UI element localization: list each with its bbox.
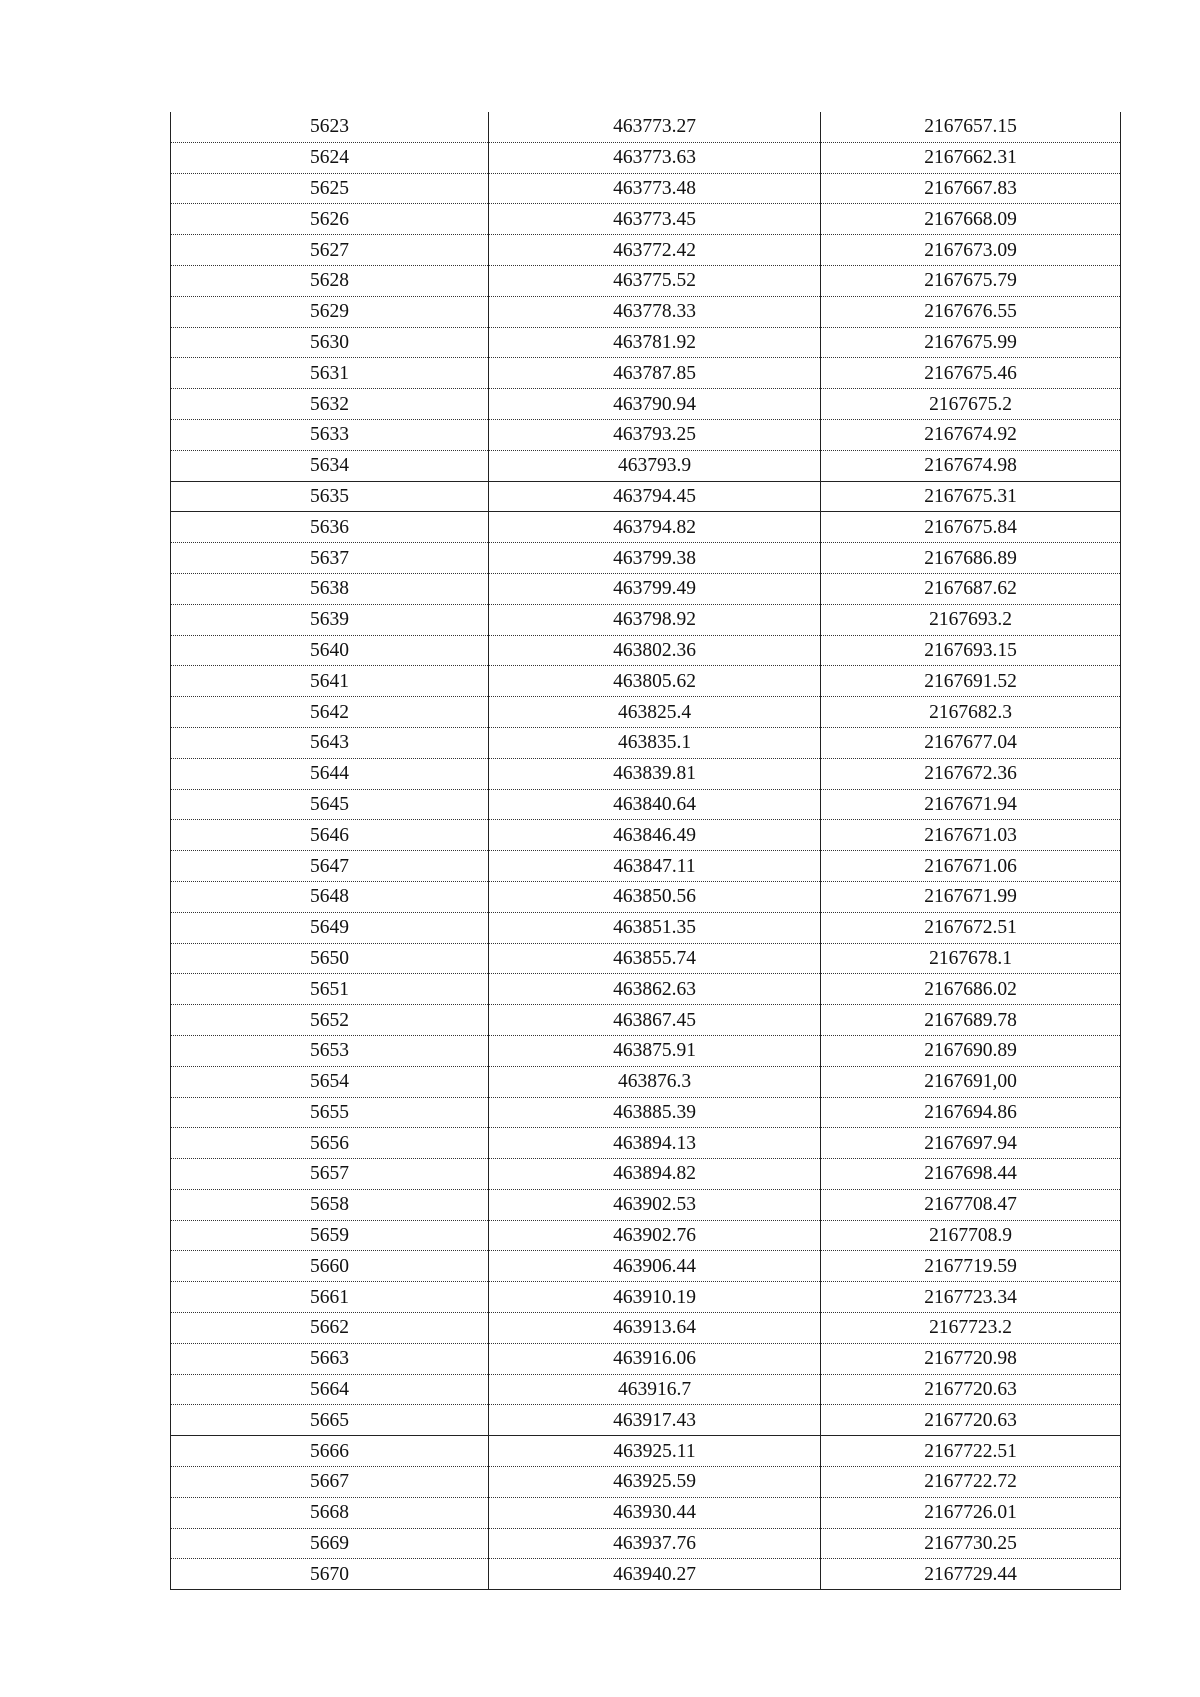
point-number-cell: 5627 [171, 235, 489, 266]
y-coordinate-cell: 2167689.78 [821, 1005, 1121, 1036]
point-number-cell: 5652 [171, 1005, 489, 1036]
table-row [171, 1497, 1121, 1528]
x-coordinate-cell: 463790.94 [489, 389, 821, 420]
table-row [171, 1374, 1121, 1405]
y-coordinate-cell: 2167677.04 [821, 727, 1121, 758]
y-coordinate-cell: 2167698.44 [821, 1159, 1121, 1190]
point-number-cell: 5628 [171, 265, 489, 296]
x-coordinate-cell: 463925.11 [489, 1436, 821, 1467]
x-coordinate-cell: 463781.92 [489, 327, 821, 358]
table-row [171, 112, 1121, 142]
x-coordinate-cell: 463778.33 [489, 296, 821, 327]
y-coordinate-cell: 2167674.92 [821, 419, 1121, 450]
table-row [171, 481, 1121, 512]
y-coordinate-cell: 2167686.02 [821, 974, 1121, 1005]
y-coordinate-cell: 2167720.63 [821, 1374, 1121, 1405]
x-coordinate-cell: 463862.63 [489, 974, 821, 1005]
table-row [171, 543, 1121, 574]
y-coordinate-cell: 2167678.1 [821, 943, 1121, 974]
table-row [171, 1559, 1121, 1590]
table-row [171, 758, 1121, 789]
point-number-cell: 5648 [171, 881, 489, 912]
table-row [171, 1189, 1121, 1220]
y-coordinate-cell: 2167720.98 [821, 1343, 1121, 1374]
point-number-cell: 5670 [171, 1559, 489, 1590]
point-number-cell: 5669 [171, 1528, 489, 1559]
table-row [171, 851, 1121, 882]
table-row [171, 1467, 1121, 1498]
x-coordinate-cell: 463910.19 [489, 1282, 821, 1313]
x-coordinate-cell: 463906.44 [489, 1251, 821, 1282]
point-number-cell: 5667 [171, 1467, 489, 1498]
table-row [171, 789, 1121, 820]
table-row [171, 419, 1121, 450]
x-coordinate-cell: 463867.45 [489, 1005, 821, 1036]
table-row [171, 1282, 1121, 1313]
y-coordinate-cell: 2167722.72 [821, 1467, 1121, 1498]
point-number-cell: 5658 [171, 1189, 489, 1220]
table-row [171, 1005, 1121, 1036]
x-coordinate-cell: 463799.49 [489, 573, 821, 604]
point-number-cell: 5662 [171, 1313, 489, 1344]
table-row [171, 1220, 1121, 1251]
y-coordinate-cell: 2167682.3 [821, 697, 1121, 728]
x-coordinate-cell: 463835.1 [489, 727, 821, 758]
table-row [171, 1251, 1121, 1282]
x-coordinate-cell: 463851.35 [489, 912, 821, 943]
x-coordinate-cell: 463940.27 [489, 1559, 821, 1590]
point-number-cell: 5661 [171, 1282, 489, 1313]
y-coordinate-cell: 2167697.94 [821, 1128, 1121, 1159]
point-number-cell: 5660 [171, 1251, 489, 1282]
point-number-cell: 5635 [171, 481, 489, 512]
y-coordinate-cell: 2167690.89 [821, 1035, 1121, 1066]
point-number-cell: 5649 [171, 912, 489, 943]
table-row [171, 666, 1121, 697]
y-coordinate-cell: 2167673.09 [821, 235, 1121, 266]
x-coordinate-cell: 463846.49 [489, 820, 821, 851]
point-number-cell: 5633 [171, 419, 489, 450]
y-coordinate-cell: 2167723.34 [821, 1282, 1121, 1313]
y-coordinate-cell: 2167662.31 [821, 142, 1121, 173]
point-number-cell: 5656 [171, 1128, 489, 1159]
x-coordinate-cell: 463793.9 [489, 450, 821, 481]
point-number-cell: 5659 [171, 1220, 489, 1251]
x-coordinate-cell: 463916.06 [489, 1343, 821, 1374]
y-coordinate-cell: 2167719.59 [821, 1251, 1121, 1282]
point-number-cell: 5641 [171, 666, 489, 697]
point-number-cell: 5668 [171, 1497, 489, 1528]
y-coordinate-cell: 2167693.2 [821, 604, 1121, 635]
table-row [171, 358, 1121, 389]
x-coordinate-cell: 463840.64 [489, 789, 821, 820]
point-number-cell: 5650 [171, 943, 489, 974]
y-coordinate-cell: 2167676.55 [821, 296, 1121, 327]
x-coordinate-cell: 463805.62 [489, 666, 821, 697]
table-row [171, 697, 1121, 728]
table-row [171, 1066, 1121, 1097]
y-coordinate-cell: 2167672.51 [821, 912, 1121, 943]
point-number-cell: 5642 [171, 697, 489, 728]
point-number-cell: 5629 [171, 296, 489, 327]
x-coordinate-cell: 463894.82 [489, 1159, 821, 1190]
x-coordinate-cell: 463855.74 [489, 943, 821, 974]
table-row [171, 1405, 1121, 1436]
table-row [171, 450, 1121, 481]
x-coordinate-cell: 463847.11 [489, 851, 821, 882]
x-coordinate-cell: 463802.36 [489, 635, 821, 666]
x-coordinate-cell: 463885.39 [489, 1097, 821, 1128]
table-row [171, 173, 1121, 204]
table-row [171, 573, 1121, 604]
table-row [171, 204, 1121, 235]
x-coordinate-cell: 463916.7 [489, 1374, 821, 1405]
point-number-cell: 5637 [171, 543, 489, 574]
point-number-cell: 5643 [171, 727, 489, 758]
coordinates-table [170, 112, 1121, 1590]
y-coordinate-cell: 2167694.86 [821, 1097, 1121, 1128]
y-coordinate-cell: 2167720.63 [821, 1405, 1121, 1436]
x-coordinate-cell: 463894.13 [489, 1128, 821, 1159]
table-row [171, 512, 1121, 543]
point-number-cell: 5653 [171, 1035, 489, 1066]
y-coordinate-cell: 2167687.62 [821, 573, 1121, 604]
x-coordinate-cell: 463773.27 [489, 112, 821, 142]
table-row [171, 881, 1121, 912]
point-number-cell: 5644 [171, 758, 489, 789]
y-coordinate-cell: 2167675.31 [821, 481, 1121, 512]
x-coordinate-cell: 463876.3 [489, 1066, 821, 1097]
point-number-cell: 5651 [171, 974, 489, 1005]
point-number-cell: 5664 [171, 1374, 489, 1405]
table-row [171, 1097, 1121, 1128]
x-coordinate-cell: 463839.81 [489, 758, 821, 789]
table-row [171, 604, 1121, 635]
x-coordinate-cell: 463902.76 [489, 1220, 821, 1251]
y-coordinate-cell: 2167726.01 [821, 1497, 1121, 1528]
y-coordinate-cell: 2167671.03 [821, 820, 1121, 851]
x-coordinate-cell: 463913.64 [489, 1313, 821, 1344]
y-coordinate-cell: 2167668.09 [821, 204, 1121, 235]
y-coordinate-cell: 2167657.15 [821, 112, 1121, 142]
x-coordinate-cell: 463794.45 [489, 481, 821, 512]
x-coordinate-cell: 463773.45 [489, 204, 821, 235]
point-number-cell: 5654 [171, 1066, 489, 1097]
x-coordinate-cell: 463773.48 [489, 173, 821, 204]
x-coordinate-cell: 463825.4 [489, 697, 821, 728]
table-row [171, 1313, 1121, 1344]
table-row [171, 1128, 1121, 1159]
x-coordinate-cell: 463875.91 [489, 1035, 821, 1066]
point-number-cell: 5624 [171, 142, 489, 173]
point-number-cell: 5631 [171, 358, 489, 389]
y-coordinate-cell: 2167671.99 [821, 881, 1121, 912]
x-coordinate-cell: 463773.63 [489, 142, 821, 173]
table-row [171, 235, 1121, 266]
x-coordinate-cell: 463772.42 [489, 235, 821, 266]
table-row [171, 1343, 1121, 1374]
y-coordinate-cell: 2167729.44 [821, 1559, 1121, 1590]
point-number-cell: 5630 [171, 327, 489, 358]
y-coordinate-cell: 2167693.15 [821, 635, 1121, 666]
y-coordinate-cell: 2167675.99 [821, 327, 1121, 358]
table-row [171, 1035, 1121, 1066]
point-number-cell: 5645 [171, 789, 489, 820]
table-row [171, 727, 1121, 758]
y-coordinate-cell: 2167672.36 [821, 758, 1121, 789]
coordinates-table-body [171, 112, 1121, 1590]
table-row [171, 327, 1121, 358]
x-coordinate-cell: 463794.82 [489, 512, 821, 543]
point-number-cell: 5639 [171, 604, 489, 635]
x-coordinate-cell: 463925.59 [489, 1467, 821, 1498]
y-coordinate-cell: 2167722.51 [821, 1436, 1121, 1467]
point-number-cell: 5634 [171, 450, 489, 481]
point-number-cell: 5646 [171, 820, 489, 851]
y-coordinate-cell: 2167686.89 [821, 543, 1121, 574]
point-number-cell: 5657 [171, 1159, 489, 1190]
x-coordinate-cell: 463787.85 [489, 358, 821, 389]
y-coordinate-cell: 2167674.98 [821, 450, 1121, 481]
y-coordinate-cell: 2167675.79 [821, 265, 1121, 296]
y-coordinate-cell: 2167691.52 [821, 666, 1121, 697]
point-number-cell: 5638 [171, 573, 489, 604]
table-row [171, 1528, 1121, 1559]
x-coordinate-cell: 463799.38 [489, 543, 821, 574]
point-number-cell: 5640 [171, 635, 489, 666]
table-row [171, 974, 1121, 1005]
y-coordinate-cell: 2167675.46 [821, 358, 1121, 389]
point-number-cell: 5647 [171, 851, 489, 882]
point-number-cell: 5625 [171, 173, 489, 204]
table-row [171, 1159, 1121, 1190]
point-number-cell: 5665 [171, 1405, 489, 1436]
point-number-cell: 5632 [171, 389, 489, 420]
table-row [171, 820, 1121, 851]
y-coordinate-cell: 2167708.9 [821, 1220, 1121, 1251]
table-row [171, 296, 1121, 327]
x-coordinate-cell: 463775.52 [489, 265, 821, 296]
x-coordinate-cell: 463917.43 [489, 1405, 821, 1436]
y-coordinate-cell: 2167708.47 [821, 1189, 1121, 1220]
table-row [171, 265, 1121, 296]
y-coordinate-cell: 2167675.84 [821, 512, 1121, 543]
x-coordinate-cell: 463798.92 [489, 604, 821, 635]
y-coordinate-cell: 2167671.06 [821, 851, 1121, 882]
x-coordinate-cell: 463930.44 [489, 1497, 821, 1528]
point-number-cell: 5666 [171, 1436, 489, 1467]
point-number-cell: 5636 [171, 512, 489, 543]
point-number-cell: 5626 [171, 204, 489, 235]
table-row [171, 1436, 1121, 1467]
x-coordinate-cell: 463793.25 [489, 419, 821, 450]
x-coordinate-cell: 463902.53 [489, 1189, 821, 1220]
table-row [171, 142, 1121, 173]
y-coordinate-cell: 2167675.2 [821, 389, 1121, 420]
y-coordinate-cell: 2167671.94 [821, 789, 1121, 820]
y-coordinate-cell: 2167730.25 [821, 1528, 1121, 1559]
table-row [171, 635, 1121, 666]
y-coordinate-cell: 2167723.2 [821, 1313, 1121, 1344]
y-coordinate-cell: 2167691,00 [821, 1066, 1121, 1097]
y-coordinate-cell: 2167667.83 [821, 173, 1121, 204]
x-coordinate-cell: 463937.76 [489, 1528, 821, 1559]
table-row [171, 912, 1121, 943]
table-row [171, 943, 1121, 974]
point-number-cell: 5655 [171, 1097, 489, 1128]
point-number-cell: 5623 [171, 112, 489, 142]
x-coordinate-cell: 463850.56 [489, 881, 821, 912]
table-row [171, 389, 1121, 420]
point-number-cell: 5663 [171, 1343, 489, 1374]
